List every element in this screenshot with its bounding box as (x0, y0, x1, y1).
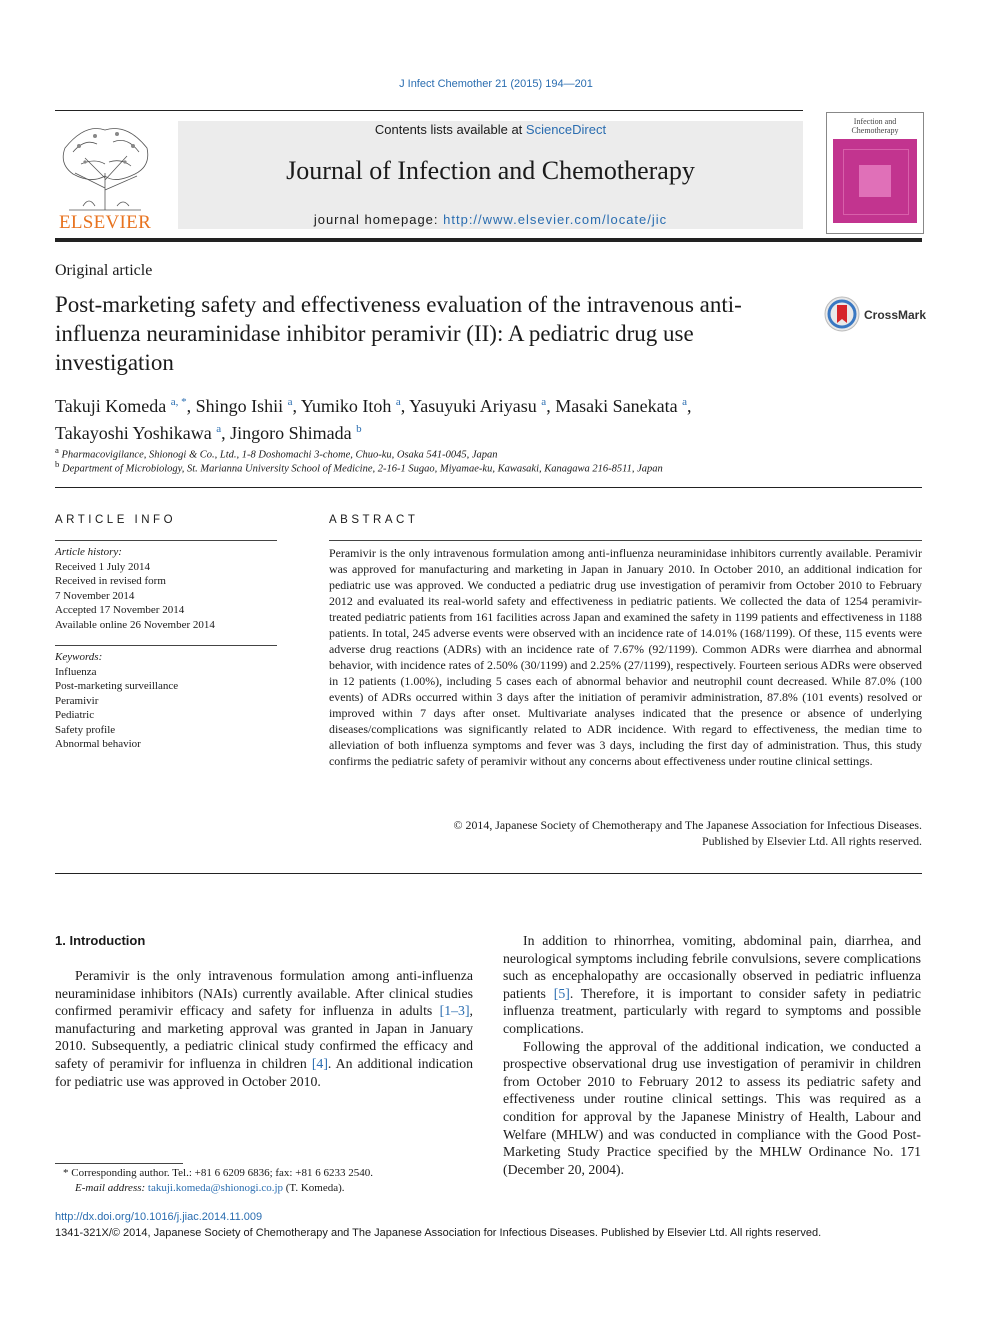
doi-link[interactable]: http://dx.doi.org/10.1016/j.jiac.2014.11.009 (55, 1211, 263, 1223)
info-rule (55, 645, 277, 646)
abstract-rule (329, 540, 922, 541)
author[interactable]: Masaki Sanekata $^a$ (555, 396, 688, 416)
journal-name: Journal of Infection and Chemotherapy (286, 156, 695, 185)
abstract-end-rule (55, 873, 922, 874)
info-rule (55, 540, 277, 541)
cover-art (833, 139, 917, 223)
issn-copyright: 1341-321X/© 2014, Japanese Society of Chemotherapy and The Japanese Association for Infectious Diseases. Published by Elsevier Ltd. All rights reserved. (55, 1227, 822, 1239)
homepage-link[interactable]: http://www.elsevier.com/locate/jic (443, 212, 668, 227)
author[interactable]: Yumiko Itoh $^a$ (300, 396, 401, 416)
section-heading: 1. Introduction (55, 933, 146, 948)
keyword[interactable]: Abnormal behavior (55, 738, 141, 750)
publisher-name: ELSEVIER (58, 212, 152, 233)
keyword[interactable]: Safety profile (55, 723, 116, 736)
reference-link[interactable]: [5] (553, 985, 570, 1001)
keyword[interactable]: Post-marketing surveillance (55, 680, 179, 692)
header-rule (55, 110, 803, 111)
crossmark-badge[interactable] (824, 296, 927, 336)
section-rule (55, 487, 922, 488)
keyword[interactable]: Influenza (55, 665, 97, 678)
keyword[interactable]: Peramivir (55, 694, 99, 707)
crossmark-label: CrossMark (864, 308, 927, 322)
article-history: Article history: Received 1 July 2014 Received in revised form 7 November 2014 Accepted 17 November 2014 Available online 26 November 2014 (55, 546, 215, 631)
abstract-text: Peramivir is the only intravenous formulation among anti-influenza neuraminidase inhibitors currently available. Peramivir was approved for manufacturing and marketing in Japan in January 2010. In October 2010, an additional indication for pediatric use was approved. We conducted a pediatric drug use investigation of peramivir from October 2010 to February 2012 and evaluated its real-world safety and effectiveness in pediatric patients. We collected the data of 1254 peramivir-treated pediatric patients from 161 facilities across Japan and examined the safety in 1199 patients and effectiveness in 1188 patients. In total, 245 adverse events were observed with an incidence rate of 14.01% (168/1199). Of these, 115 events were adverse drug reactions (ADRs) with an incidence rate of 7.67% (92/1199). Common ADRs were diarrhea and abnormal behavior, with incidence rates of 2.50% (30/1199) and 2.25% (27/1199), respectively. Fourteen serious ADRs were observed in 12 patients (1.00%), including 5 cases each of abnormal behavior and neutrophil count decreased. While 87.0% (100 events) of ADRs occurred within 3 days after the initiation of peramivir administration, 87.8% (101 events) resolved or improved within 7 days after onset. Multivariate analyses indicated that the presence or absence of underlying diseases/complications was significantly related to ADR incidence. With regard to effectiveness, the median time to alleviation of both influenza symptoms and fever was 3 days, including the first day of administration. Thus, this study confirms the pediatric safety of peramivir without any concerns about effectiveness under routine clinical settings. (329, 546, 922, 768)
reference-link[interactable]: [1–3] (439, 1003, 470, 1019)
author[interactable]: Yasuyuki Ariyasu $^a$ (409, 396, 547, 416)
body-left-column (55, 967, 473, 1090)
paragraph: Peramivir is the only intravenous formulation among anti-influenza neuraminidase inhibitors (NAIs) currently available. After clinical studies confirmed peramivir efficacy and safety for influenza in adults [1–3], manufacturing and marketing approval was granted in Japan in January 2010. Subsequently, a pediatric clinical study confirmed the efficacy and safety of peramivir for influenza in children [4]. An additional indication for pediatric use was approved in October 2010. (55, 968, 473, 1089)
homepage-prefix: journal homepage: (313, 212, 444, 227)
journal-cover[interactable] (826, 112, 924, 234)
body-right-column (503, 932, 921, 1178)
elsevier-logo (55, 118, 155, 234)
author[interactable]: Takuji Komeda $^{a, *}$ (55, 396, 187, 416)
sciencedirect-link[interactable]: ScienceDirect (525, 122, 607, 137)
footnote-rule (55, 1163, 183, 1164)
affiliation: $^b$ Department of Microbiology, St. Marianna University School of Medicine, 2-16-1 Sugao, Miyamae-ku, Kawasaki, Kanagawa 216-8511, Japan (55, 459, 663, 475)
author-list: Takuji Komeda $^{a, *}$, Shingo Ishii $^a$, Yumiko Itoh $^a$, Yasuyuki Ariyasu $^a$, Masaki Sanekata $^a$, Takayoshi Yoshikawa $^a$, Jingoro Shimada $^b$ (55, 396, 692, 443)
paragraph: In addition to rhinorrhea, vomiting, abdominal pain, diarrhea, and neurological symptoms including febrile convulsions, severe complications such as encephalopathy are occasionally observed in pediatric influenza patients [5]. Therefore, it is important to consider safety in pediatric influenza treatment, particularly with regard to symptoms and possible complications. (503, 933, 921, 1036)
journal-citation[interactable]: J Infect Chemother 21 (2015) 194—201 (399, 78, 593, 90)
article-type: Original article (55, 262, 153, 279)
email-link[interactable]: takuji.komeda@shionogi.co.jp (147, 1182, 284, 1194)
author[interactable]: Takayoshi Yoshikawa $^a$ (55, 423, 222, 443)
article-info-heading: ARTICLE INFO (55, 514, 177, 526)
affiliation: $^a$ Pharmacovigilance, Shionogi & Co., Ltd., 1-8 Doshomachi 3-chome, Chuo-ku, Osaka 541-0045, Japan (55, 445, 498, 461)
keyword[interactable]: Pediatric (55, 709, 95, 721)
article-title: Post-marketing safety and effectiveness evaluation of the intravenous anti-influenza neuraminidase inhibitor peramivir (II): A pediatric drug use investigation (55, 292, 742, 375)
keywords: Keywords: Influenza Post-marketing surveillance Peramivir Pediatric Safety profile Abnormal behavior (55, 650, 277, 752)
journal-homepage (178, 212, 803, 227)
contents-line (178, 122, 803, 137)
paragraph: Following the approval of the additional indication, we conducted a prospective observational drug use investigation of peramivir in children from October 2010 to February 2012 to assess its pediatric safety and effectiveness under routine clinical settings. This was required as a condition for approval by the Japanese Ministry of Health, Labour and Welfare (MHLW) and was conducted in compliance with the Good Post-Marketing Study Practice specified by the MHLW Ordinance No. 171 (December 20, 2004). (503, 1038, 921, 1177)
author[interactable]: Shingo Ishii $^a$ (195, 396, 293, 416)
abstract-copyright: © 2014, Japanese Society of Chemotherapy and The Japanese Association for Infectious Diseases. Published by Elsevier Ltd. All rights reserved. (453, 818, 922, 848)
crossmark-icon (824, 296, 860, 332)
cover-title: Infection and Chemotherapy (851, 117, 899, 135)
header-thick-rule (55, 238, 922, 242)
author[interactable]: Jingoro Shimada $^b$ (230, 423, 362, 443)
contents-prefix: Contents lists available at (374, 122, 526, 137)
abstract-heading: ABSTRACT (329, 514, 419, 526)
corresponding-footnote: * Corresponding author. Tel.: +81 6 6209 6836; fax: +81 6 6233 2540. E-mail address: takuji.komeda@shionogi.co.jp (T. Komeda). (63, 1167, 373, 1194)
reference-link[interactable]: [4] (311, 1055, 328, 1071)
